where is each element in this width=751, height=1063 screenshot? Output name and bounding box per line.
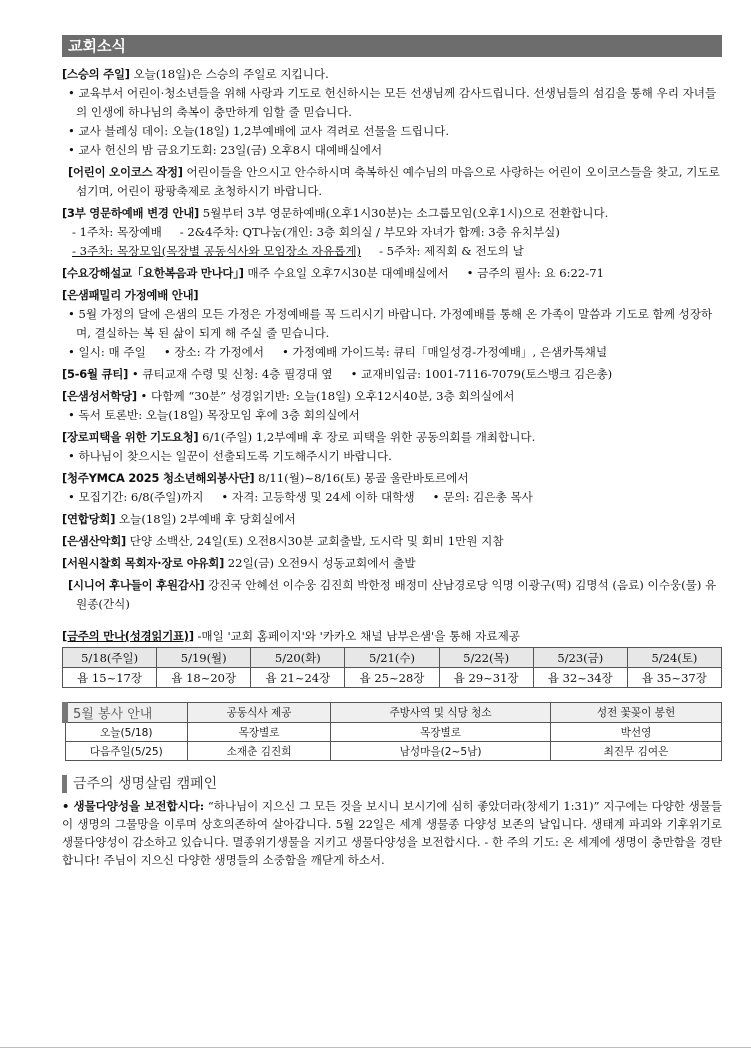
week-1: - 1주차: 목장예배	[72, 225, 162, 239]
reading-chapter: 욥 29~31장	[439, 668, 533, 688]
reading-date: 5/21(수)	[345, 648, 439, 668]
news-heading: [수요강해설교「요한복음과 만나다」]	[62, 266, 244, 280]
week-3: - 3주차: 목장모임(목장별 공동식사와 모임장소 자유롭게)	[72, 244, 362, 258]
news-bullet: • 독서 토론반: 오늘(18일) 목장모임 후에 3층 회의실에서	[68, 408, 360, 422]
news-text: 어린이들을 안으시고 안수하시며 축복하신 예수님의 마음으로 사랑하는 어린이 오이코스들을 찾고, 기도로 섬기며, 어린이 팡팡축제로 초청하시기 바랍니다.	[76, 165, 720, 198]
reading-date: 5/22(목)	[439, 648, 533, 668]
news-text: 5월부터 3부 영문하예배(오후1시30분)는 소그룹모임(오후1시)으로 전환합니다.	[199, 206, 609, 220]
news-bullet: • 교육부서 어린이·청소년들을 위해 사랑과 기도로 헌신하시는 모든 선생님께 감사드립니다. 선생님들의 섬김을 통해 우리 자녀들의 인생에 하나님의 축복이 충만하게 임할 줄 믿습니다.	[68, 86, 717, 119]
news-list	[62, 65, 722, 614]
news-week-line	[62, 242, 722, 261]
campaign-title: 금주의 생명살림 캠페인	[62, 775, 722, 793]
news-bullet: • 하나님이 찾으시는 일꾼이 선출되도록 기도해주시기 바랍니다.	[68, 449, 392, 463]
reading-chapter: 욥 15~17장	[63, 668, 157, 688]
news-heading: [스승의 주일]	[62, 67, 130, 81]
news-text: 강진국 안혜선 이수웅 김진희 박한정 배정미 산남경로당 익명 이광구(떡) 김명석 (음료) 이수웅(물) 유원종(간식)	[76, 578, 717, 611]
reading-chapter: 욥 21~24장	[251, 668, 345, 688]
reading-chapter: 욥 25~28장	[345, 668, 439, 688]
qt-apply: • 큐티교재 수령 및 신청: 4층 필경대 옆	[131, 367, 333, 381]
reading-text: -매일 '교회 홈페이지'와 '카카오 채널 남부은샘'을 통해 자료제공	[193, 629, 520, 643]
reading-chapter: 욥 35~37장	[627, 668, 721, 688]
news-text: 매주 수요일 오후7시30분 대예배실에서	[243, 266, 449, 280]
info-time: • 일시: 매 주일	[68, 345, 146, 359]
service-column: 성전 꽃꽂이 봉헌	[551, 703, 722, 723]
campaign-bullet: • 생물다양성을 보전합시다:	[62, 799, 205, 813]
news-picnic	[62, 554, 722, 573]
campaign-text: “하나님이 지으신 그 모든 것을 보시니 보시기에 심히 좋았더라(창세기 1:31)” 지구에는 다양한 생물들이 생명의 그물망을 이루며 상호의존하여 살아갑니다. 5월 22일은 세계 생물종 다양성 보존의 날입니다. 생태계 파괴와 기후위기로 생물다양성이 감소하고 있습니다. 멸종위기생물을 지키고 생물다양성을 보전합시다. - 한 주의 기도: 온 세계에 생명이 충만함을 경탄합니다! 주님이 지으신 다양한 생명들의 소중함을 깨닫게 하소서.	[62, 799, 722, 867]
ymca-period: • 모집기간: 6/8(주일)까지	[68, 490, 204, 504]
news-text: 8/11(월)~8/16(토) 몽골 울란바토르에서	[254, 471, 469, 485]
news-bullet: • 교사 블레싱 데이: 오늘(18일) 1,2부예배에 교사 격려로 선물을 드립니다.	[68, 124, 450, 138]
reading-date: 5/19(월)	[157, 648, 251, 668]
news-info-line	[62, 343, 722, 362]
service-cell: 남성마을(2~5남)	[331, 742, 551, 761]
news-joint-session	[62, 510, 722, 529]
news-heading: [연합당회]	[62, 512, 116, 526]
news-heading: [청주YMCA 2025 청소년해외봉사단]	[62, 471, 255, 485]
reading-date: 5/23(금)	[533, 648, 627, 668]
news-bullet: • 교사 헌신의 밤 금요기도회: 23일(금) 오후8시 대예배실에서	[68, 143, 383, 157]
reading-date: 5/18(주일)	[63, 648, 157, 668]
reading-date: 5/24(토)	[627, 648, 721, 668]
campaign-body	[62, 797, 722, 869]
reading-chapter-row	[63, 668, 722, 688]
news-info-line	[62, 488, 722, 507]
service-cell: 소재춘 김진희	[188, 742, 331, 761]
news-oikos	[62, 163, 722, 201]
service-row-label: 오늘(5/18)	[65, 723, 188, 742]
service-column: 공동식사 제공	[188, 703, 331, 723]
service-column: 주방사역 및 식당 청소	[331, 703, 551, 723]
news-week-line	[62, 223, 722, 242]
service-table	[62, 702, 722, 761]
week-2-4: - 2&4주차: QT나눔(개인: 3층 회의실 / 부모와 자녀가 함께: 3층 유치부실)	[179, 225, 560, 239]
news-extra: • 금주의 필사: 요 6:22-71	[466, 266, 604, 280]
service-row-label: 다음주일(5/25)	[65, 742, 188, 761]
news-heading: [은샘패밀리 가정예배 안내]	[62, 288, 199, 302]
info-guidebook: • 가정예배 가이드북: 큐티「매일성경-가정예배」, 은샘카톡채널	[282, 345, 608, 359]
reading-table	[62, 647, 722, 688]
news-wednesday-sermon	[62, 264, 722, 283]
week-5: - 5주차: 제직회 & 전도의 날	[379, 244, 524, 258]
reading-plan-title	[62, 628, 722, 644]
news-text: 오늘(18일) 2부예배 후 당회실에서	[115, 512, 296, 526]
info-place: • 장소: 각 가정에서	[163, 345, 265, 359]
news-senior-thanks	[62, 576, 722, 614]
news-elder-prayer	[62, 428, 722, 466]
news-qt	[62, 365, 722, 384]
news-text: 6/1(주일) 1,2부예배 후 장로 피택을 위한 공동의회를 개최합니다.	[198, 430, 536, 444]
ymca-contact: • 문의: 김은총 목사	[432, 490, 533, 504]
news-text: 22일(금) 오전9시 성동교회에서 출발	[224, 556, 416, 570]
service-cell: 박선영	[551, 723, 722, 742]
page-bottom-rule	[0, 1047, 751, 1048]
news-ymca	[62, 469, 722, 507]
reading-date-row	[63, 648, 722, 668]
ymca-qualification: • 자격: 고등학생 및 24세 이하 대학생	[221, 490, 415, 504]
news-heading: [어린이 오이코스 작정]	[68, 165, 183, 179]
news-heading: [장로피택을 위한 기도요청]	[62, 430, 199, 444]
section-header: 교회소식	[62, 35, 722, 57]
news-text: 단양 소백산, 24일(토) 오전8시30분 교회출발, 도시락 및 회비 1만원 지참	[126, 534, 504, 548]
reading-heading: [금주의 만나(성경읽기표)]	[62, 629, 194, 643]
service-cell: 최진무 김여은	[551, 742, 722, 761]
reading-chapter: 욥 32~34장	[533, 668, 627, 688]
news-heading: [시니어 후나들이 후원감사]	[68, 578, 205, 592]
news-heading: [5-6월 큐티]	[62, 367, 129, 381]
service-cell: 목장별로	[331, 723, 551, 742]
service-cell: 목장별로	[188, 723, 331, 742]
service-row	[65, 723, 722, 742]
news-bullet: • 5월 가정의 달에 은샘의 모든 가정은 가정예배를 꼭 드리시기 바랍니다. 가정예배를 통해 온 가족이 말씀과 기도로 함께 성장하며, 결실하는 복 된 삶이 되게 해 주실 줄 믿습니다.	[68, 307, 713, 340]
qt-payment: • 교재비입금: 1001-7116-7079(토스뱅크 김은총)	[350, 367, 613, 381]
service-header-row	[65, 703, 722, 723]
reading-date: 5/20(화)	[251, 648, 345, 668]
news-bible-school	[62, 387, 722, 425]
news-text: • 다함께 “30분” 성경읽기반: 오늘(18일) 오후12시40분, 3층 회의실에서	[136, 389, 515, 403]
news-heading: [은샘산악회]	[62, 534, 127, 548]
church-news-page	[62, 35, 722, 869]
news-family-worship	[62, 286, 722, 362]
news-3rd-service	[62, 204, 722, 261]
service-row	[65, 742, 722, 761]
news-heading: [3부 영문하예배 변경 안내]	[62, 206, 200, 220]
reading-chapter: 욥 18~20장	[157, 668, 251, 688]
service-title: 5월 봉사 안내	[65, 703, 188, 723]
news-teacher-sunday	[62, 65, 722, 160]
news-text: 오늘(18일)은 스승의 주일로 지킵니다.	[129, 67, 329, 81]
news-heading: [서원시찰회 목회자·장로 야유회]	[62, 556, 225, 570]
news-hiking-club	[62, 532, 722, 551]
news-heading: [은샘성서학당]	[62, 389, 137, 403]
